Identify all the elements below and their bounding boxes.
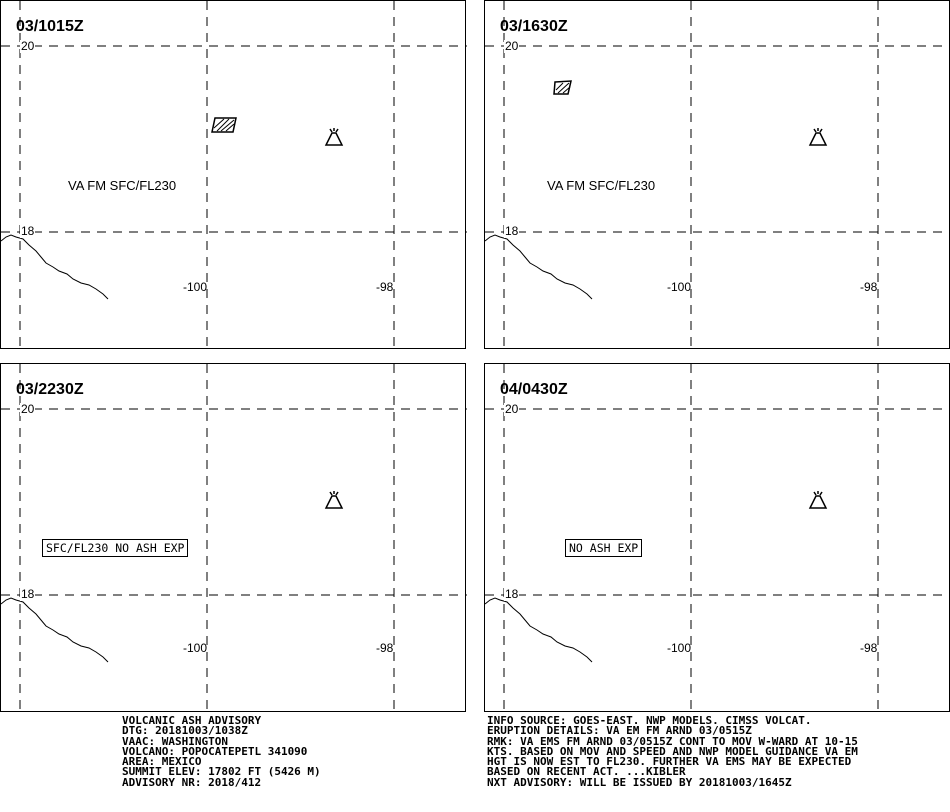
coastline (485, 598, 592, 662)
lat-label-top: 20 (21, 402, 35, 416)
lon-label-right: -98 (376, 641, 394, 655)
advisory-line: KTS. BASED ON MOV AND SPEED AND NWP MODEL GUIDANCE VA EM (487, 744, 858, 758)
advisory-line: BASED ON RECENT ACT. ...KIBLER (487, 765, 686, 779)
advisory-remarks-text (487, 716, 858, 788)
volcano-icon (810, 491, 826, 508)
lat-label-bottom: 18 (21, 587, 35, 601)
lon-label-left: -100 (183, 641, 208, 655)
map-panel-2 (484, 0, 950, 349)
lon-label-left: -100 (183, 280, 208, 294)
volcano-icon (326, 128, 342, 145)
no-ash-label: NO ASH EXP (565, 539, 642, 557)
map-panel-1 (0, 0, 466, 349)
advisory-line: DTG: 20181003/1038Z (122, 724, 248, 738)
map-graphic (1, 1, 467, 350)
map-graphic (485, 1, 950, 350)
coastline (1, 598, 108, 662)
advisory-line: NXT ADVISORY: WILL BE ISSUED BY 20181003/1645Z (487, 775, 792, 789)
map-graphic (485, 364, 950, 713)
panel-time: 03/1630Z (500, 18, 568, 35)
panel-time: 04/0430Z (500, 381, 568, 398)
lat-label-bottom: 18 (505, 224, 519, 238)
advisory-line: VOLCANO: POPOCATEPETL 341090 (122, 744, 308, 758)
advisory-header-text (122, 716, 321, 788)
lat-label-top: 20 (21, 39, 35, 53)
volcano-icon (810, 128, 826, 145)
panel-time: 03/1015Z (16, 18, 84, 35)
lon-label-right: -98 (376, 280, 394, 294)
lon-label-left: -100 (667, 280, 692, 294)
no-ash-label: SFC/FL230 NO ASH EXP (42, 539, 188, 557)
advisory-line: VOLCANIC ASH ADVISORY (122, 714, 262, 727)
lon-label-left: -100 (667, 641, 692, 655)
panel-time: 03/2230Z (16, 381, 84, 398)
lat-label-bottom: 18 (505, 587, 519, 601)
advisory-line: VAAC: WASHINGTON (122, 734, 228, 748)
lat-label-bottom: 18 (21, 224, 35, 238)
advisory-line: RMK: VA EMS FM ARND 03/0515Z CONT TO MOV W-WARD AT 10-15 (487, 734, 858, 748)
advisory-line: INFO SOURCE: GOES-EAST. NWP MODELS. CIMSS VOLCAT. (487, 714, 812, 727)
lon-label-right: -98 (860, 280, 878, 294)
ash-label: VA FM SFC/FL230 (547, 178, 656, 193)
coastline (485, 235, 592, 299)
advisory-line: AREA: MEXICO (122, 755, 202, 769)
volcano-icon (326, 491, 342, 508)
coastline (1, 235, 108, 299)
lat-label-top: 20 (505, 402, 519, 416)
advisory-line: HGT IS NOW EST TO FL230. FURTHER VA EMS MAY BE EXPECTED (487, 755, 852, 769)
advisory-line: ADVISORY NR: 2018/412 (122, 775, 262, 789)
advisory-line: SUMMIT ELEV: 17802 FT (5426 M) (122, 765, 321, 779)
map-panel-4 (484, 363, 950, 712)
ash-label: VA FM SFC/FL230 (68, 178, 177, 193)
advisory-line: ERUPTION DETAILS: VA EM FM ARND 03/0515Z (487, 724, 752, 738)
map-panel-3 (0, 363, 466, 712)
lon-label-right: -98 (860, 641, 878, 655)
lat-label-top: 20 (505, 39, 519, 53)
